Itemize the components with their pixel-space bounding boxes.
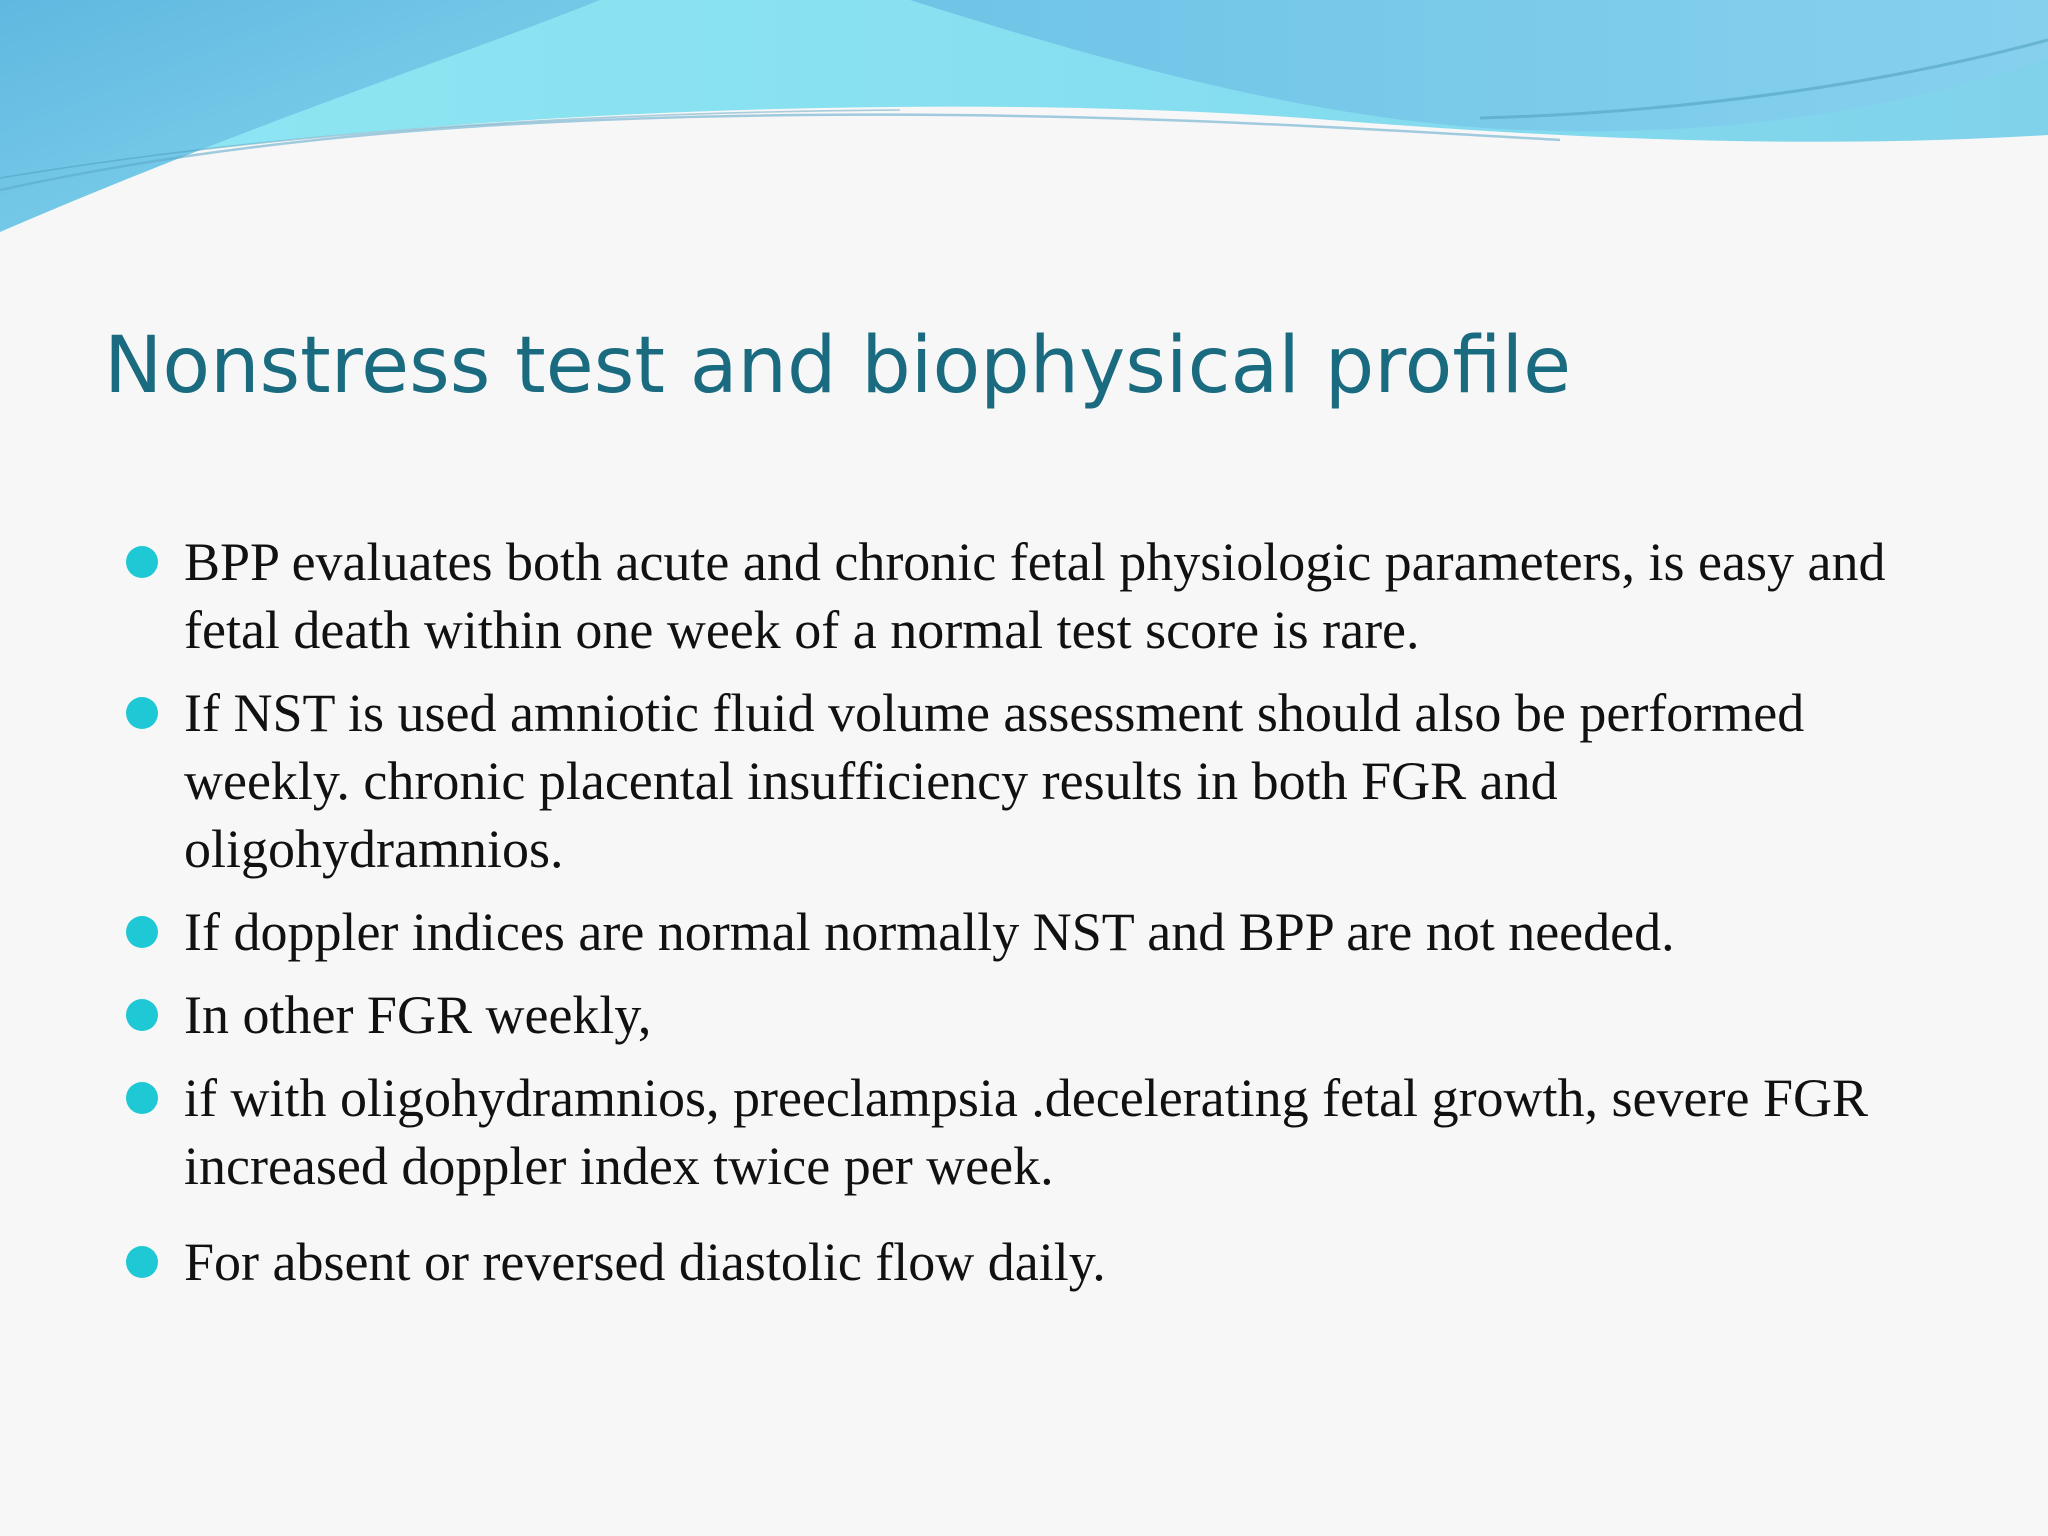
bullet-dot-icon — [126, 697, 158, 729]
bullet-item — [126, 679, 1926, 883]
bullet-dot-icon — [126, 916, 158, 948]
bullet-text: BPP evaluates both acute and chronic fetal physiologic parameters, is easy and fetal death within one week of a normal test score is rare. — [184, 532, 1886, 660]
bullet-list — [126, 528, 1926, 1311]
bullet-dot-icon — [126, 1246, 158, 1278]
bullet-item — [126, 981, 1926, 1049]
bullet-text: If doppler indices are normal normally NST and BPP are not needed. — [184, 902, 1675, 962]
bullet-dot-icon — [126, 1082, 158, 1114]
decorative-wave-header — [0, 0, 2048, 240]
bullet-item — [126, 1064, 1926, 1200]
bullet-text: In other FGR weekly, — [184, 985, 652, 1045]
bullet-item — [126, 528, 1926, 664]
bullet-dot-icon — [126, 546, 158, 578]
bullet-text: If NST is used amniotic fluid volume assessment should also be performed weekly. chronic placental insufficiency results in both FGR and oligohydramnios. — [184, 683, 1805, 879]
bullet-text: For absent or reversed diastolic flow daily. — [184, 1232, 1106, 1292]
bullet-item — [126, 898, 1926, 966]
slide-title: Nonstress test and biophysical profile — [104, 321, 1572, 411]
bullet-text: if with oligohydramnios, preeclampsia .decelerating fetal growth, severe FGR increased doppler index twice per week. — [184, 1068, 1868, 1196]
bullet-dot-icon — [126, 999, 158, 1031]
bullet-item — [126, 1228, 1926, 1296]
